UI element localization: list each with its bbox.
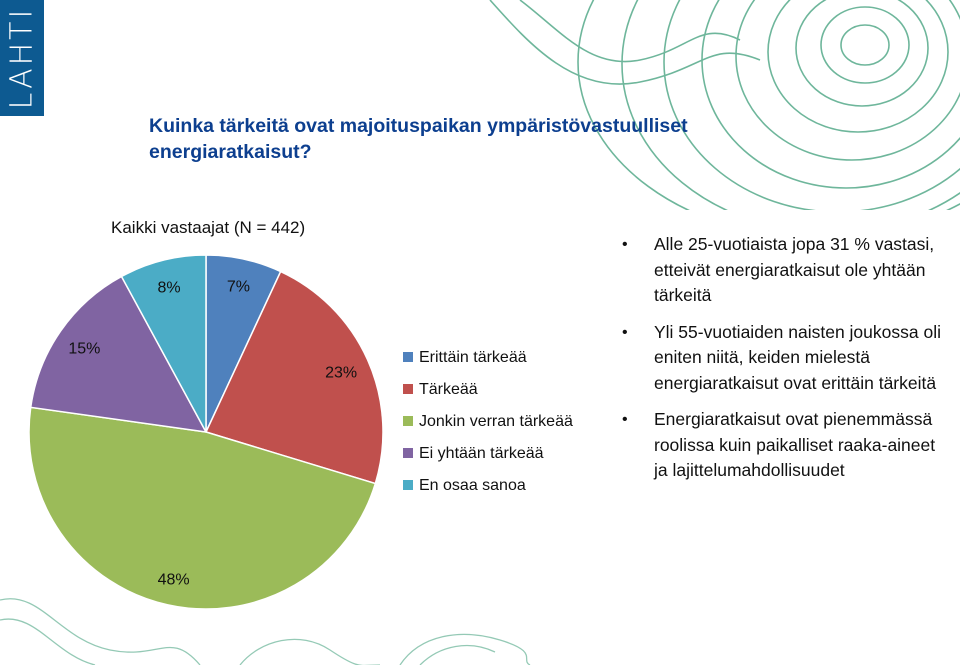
bullet-text: Alle 25-vuotiaista jopa 31 % vastasi, etteivät energiaratkaisut ole yhtään tärkeitä — [654, 234, 935, 305]
bullet-text: Yli 55-vuotiaiden naisten joukossa oli eniten niitä, keiden mielestä energiaratkaisut ovat erittäin tärkeitä — [654, 321, 941, 393]
legend-label: Ei yhtään tärkeää — [419, 445, 544, 462]
bullet-text: Energiaratkaisut ovat pienemmässä roolissa kuin paikalliset raaka-aineet ja lajittelumahdollisuudet — [654, 409, 936, 480]
bullet-icon: • — [622, 411, 628, 428]
slice-data-label: 8% — [157, 279, 181, 297]
legend-label: Tärkeää — [419, 381, 478, 398]
bullet-list — [618, 232, 948, 495]
legend-label: Jonkin verran tärkeää — [419, 413, 573, 430]
legend-swatch — [403, 384, 413, 394]
legend-swatch — [403, 480, 413, 490]
slice-data-label: 48% — [157, 571, 190, 589]
slice-data-label: 7% — [226, 278, 250, 296]
legend-swatch — [403, 352, 413, 362]
bullet-item — [618, 407, 948, 484]
legend-label: Erittäin tärkeää — [419, 349, 527, 366]
bullet-item — [618, 232, 948, 309]
bullet-icon: • — [622, 236, 628, 253]
page-title: Kuinka tärkeitä ovat majoituspaikan ympäristövastuulliset energiaratkaisut? — [149, 115, 688, 163]
legend-swatch — [403, 416, 413, 426]
legend-label: En osaa sanoa — [419, 477, 526, 494]
slice-data-label: 23% — [325, 364, 358, 382]
bullet-icon: • — [622, 323, 628, 341]
chart-title: Kaikki vastaajat (N = 442) — [111, 218, 306, 237]
city-logo: LAHTI — [4, 6, 40, 110]
slice-data-label: 15% — [68, 340, 101, 358]
bullet-item — [618, 320, 948, 397]
legend-swatch — [403, 448, 413, 458]
